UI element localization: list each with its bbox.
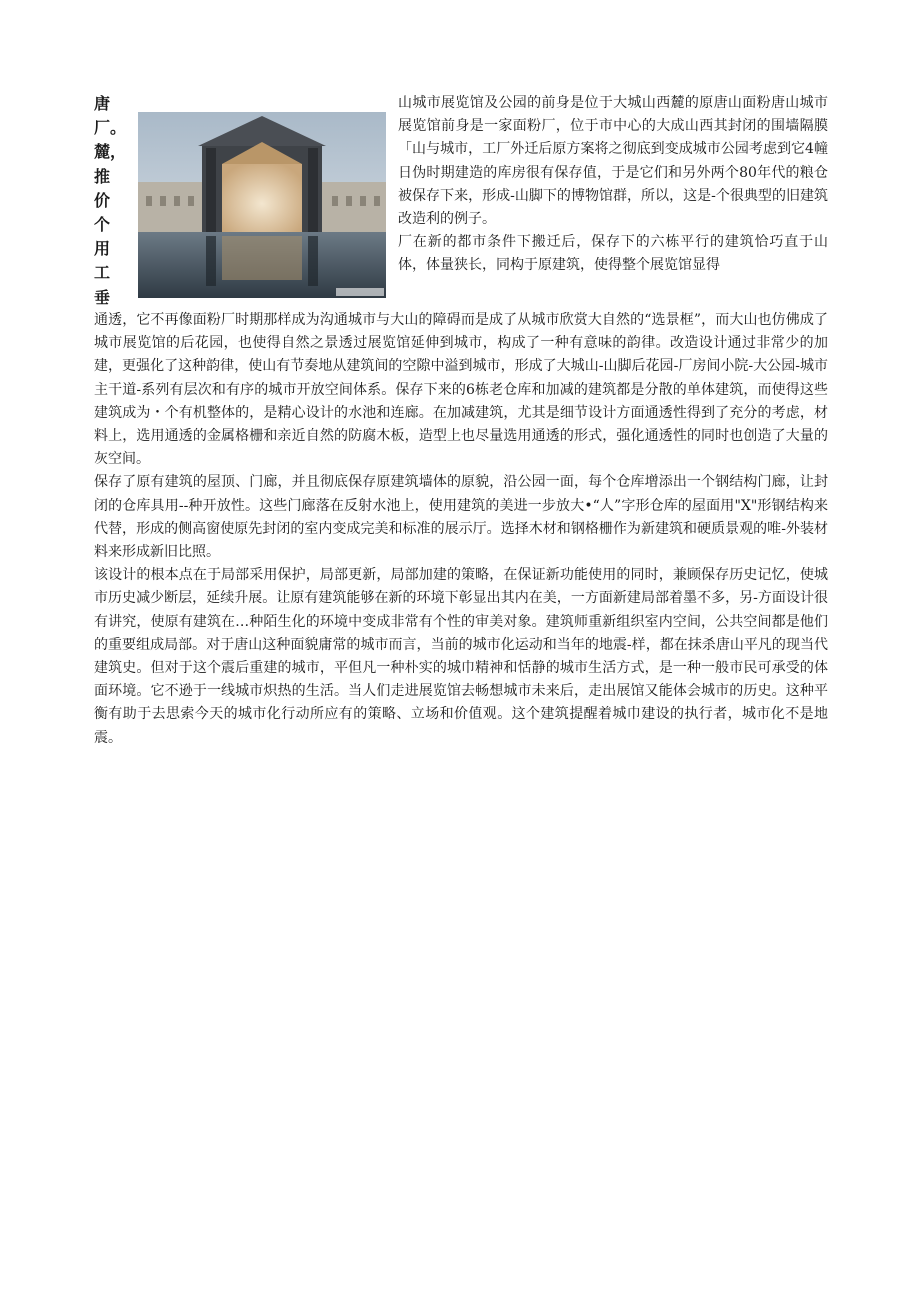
main-text (94, 309, 828, 750)
paragraph: 厂在新的都市条件下搬迁后，保存下的六栋平行的建筑恰巧直于山体，体量狭长，同构于原建筑，使得整个展览馆显得 (398, 234, 828, 274)
side-char: 唐 (94, 94, 111, 113)
side-char: 厂。 (94, 118, 127, 138)
paragraph: 通透，它不再像面粉厂时期那样成为沟通城市与大山的障碍而是成了从城市欣赏大自然的“选景框”，而大山也仿佛成了城市展览馆的后花园，也使得自然之景透过展览馆延伸到城市，构成了一种有意味的韵律。改造设计通过非常少的加建，更强化了这种韵律，使山有节奏地从建筑间的空隙中溢到城市，形成了大城山-山脚后花园-厂房间小院-大公园-城市主干道-系列有层次和有序的城市开放空间体系。保存下来的6栋老仓库和加减的建筑都是分散的单体建筑，而使得这些建筑成为・个有机整体的，是精心设计的水池和连廊。在加减建筑，尤其是细节设计方面通透性得到了充分的考虑，材料上，选用通透的金属格栅和亲近自然的防腐木板，造型上也尽量选用通透的形式，强化通透性的同时也创造了大量的灰空间。 (94, 312, 828, 468)
paragraph: 保存了原有建筑的屋顶、门廊，并且彻底保存原建筑墙体的原貌，沿公园一面，每个仓库增添出一个钢结构门廊，让封闭的仓库具用--种开放性。这些门廊落在反射水池上，使用建筑的美进一步放大•“人”字形仓库的屋面用"X"形钢结构来代替，形成的侧高窗使原先封闭的室内变成完美和标准的展示厅。选择木材和钢格栅作为新建筑和硬质景观的唯-外装材料来形成新旧比照。 (94, 474, 828, 561)
vertical-side-text (94, 92, 127, 310)
side-char: 个 (94, 214, 111, 234)
side-char: 工 (94, 263, 111, 283)
side-char: 麓， (94, 142, 127, 162)
side-char: 价 (94, 190, 111, 210)
side-char: 垂 (94, 287, 111, 307)
paragraph: 该设计的根本点在于局部采用保护，局部更新，局部加建的策略，在保证新功能使用的同时，兼顾保存历史记忆，使城市历史减少断层，延续升展。让原有建筑能够在新的环境下彰显出其内在美，一方面新建局部着墨不多，另-方面设计很有讲究，使原有建筑在…种陌生化的环境中变成非常有个性的审美对象。建筑师重新组织室内空间，公共空间都是他们的重要组成局部。对于唐山这种面貌庸常的城市而言，当前的城市化运动和当年的地震-样，都在抹杀唐山平凡的现当代建筑史。但对于这个震后重建的城市，平但凡一种朴实的城巾精神和恬静的城市生活方式，是一种一般市民可承受的体面环境。它不逊于一线城市炽热的生活。当人们走进展览馆去畅想城市未来后，走出展馆又能体会城市的历史。这种平衡有助于去思索今天的城市化行动所应有的策略、立场和价值观。这个建筑提醒着城巾建设的执行者，城市化不是地震。 (94, 567, 828, 746)
paragraph: 山城市展览馆及公园的前身是位于大城山西麓的原唐山面粉唐山城市展览馆前身是一家面粉厂，位于市中心的大成山西其封闭的围墙隔膜「山与城市，工厂外迁后原方案将之彻底到变成城市公园考虑到它4幢日伪时期建造的库房很有保存值，于是它们和另外两个80年代的粮仓被保存下来，形成-山脚下的博物馆群，所以，这是-个很典型的旧建筑改造利的例子。 (398, 95, 828, 228)
building-photo (138, 112, 386, 298)
side-char: 用 (94, 239, 111, 259)
building-photo-illustration (138, 112, 386, 298)
intro-text (398, 92, 828, 278)
side-char: 推 (94, 166, 111, 186)
